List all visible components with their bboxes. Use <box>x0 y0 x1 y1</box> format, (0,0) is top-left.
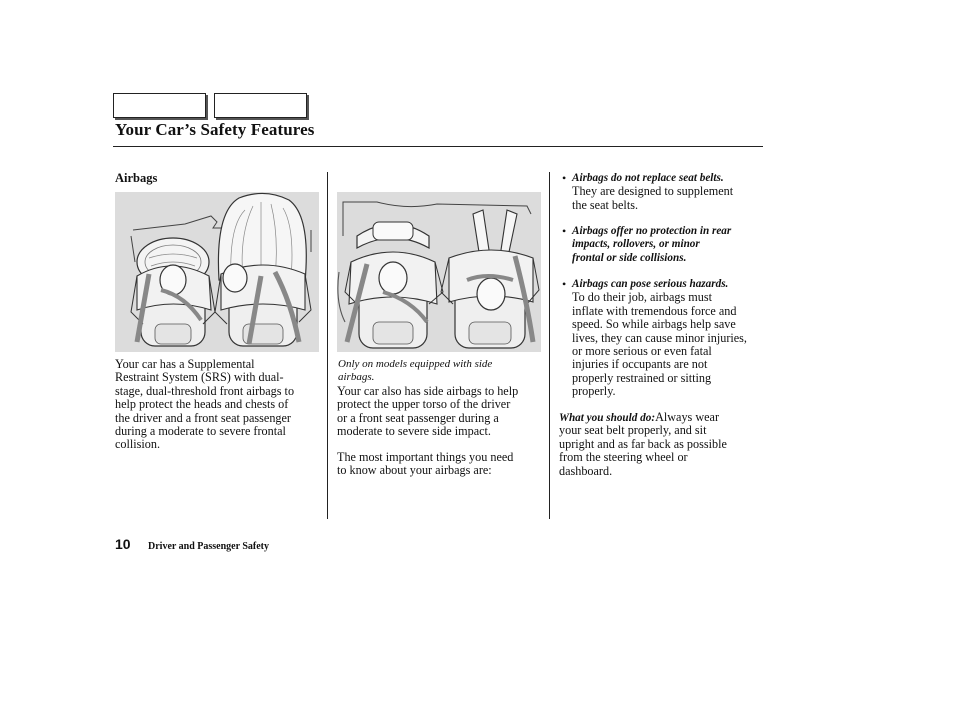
bullet-dot-icon: • <box>562 171 567 185</box>
title-rule <box>113 146 763 147</box>
paragraph-line: collision. <box>115 437 161 452</box>
paragraph-line: Your car also has side airbags to help <box>337 384 519 398</box>
bullet-text-line: speed. So while airbags help save <box>572 317 736 332</box>
side-airbags-illustration <box>337 192 541 352</box>
bullet-heading: Airbags do not replace seat belts. <box>572 172 724 184</box>
paragraph-line: to know about your airbags are: <box>337 463 492 478</box>
header-tab-box-2 <box>214 93 307 118</box>
paragraph-line: the driver and a front seat passenger <box>115 410 291 425</box>
bullet-text-line: They are designed to supplement <box>572 184 734 199</box>
advice-label: What you should do: <box>559 412 656 424</box>
advice-text-line: Always wear <box>655 410 720 424</box>
caption-line: airbags. <box>338 371 375 383</box>
important-things-paragraph <box>337 451 513 478</box>
bullet-heading: impacts, rollovers, or minor <box>572 238 700 251</box>
bullet-text-line: inflate with tremendous force and <box>572 303 737 318</box>
advice-paragraph <box>559 411 727 478</box>
bullet-text-line: or more serious or even fatal <box>572 343 712 358</box>
advice-text-line: your seat belt properly, and sit <box>559 423 707 438</box>
paragraph-line: stage, dual-threshold front airbags to <box>115 383 295 398</box>
page-title: Your Car’s Safety Features <box>115 120 315 139</box>
bullet-text-line: properly. <box>572 384 616 399</box>
bullet-dot-icon: • <box>562 224 567 238</box>
paragraph-line: during a moderate to severe frontal <box>115 423 286 438</box>
bullet-heading: Airbags can pose serious hazards. <box>572 278 729 290</box>
bullet-text-line: properly restrained or sitting <box>572 370 712 385</box>
figure-caption <box>338 358 492 384</box>
section-heading: Airbags <box>115 171 158 185</box>
column-divider-2 <box>549 172 550 519</box>
paragraph-line: Restraint System (SRS) with dual- <box>115 370 284 385</box>
header-tab-box-1 <box>113 93 206 118</box>
paragraph-line: protect the upper torso of the driver <box>337 397 511 412</box>
caption-line: Only on models equipped with side <box>338 358 493 370</box>
advice-text-line: dashboard. <box>559 463 613 478</box>
paragraph-line: or a front seat passenger during a <box>337 410 499 425</box>
side-airbags-paragraph <box>337 385 518 439</box>
bullet-text-line: To do their job, airbags must <box>572 290 712 305</box>
paragraph-line: The most important things you need <box>337 450 514 464</box>
bullet-text-line: lives, they can cause minor injuries, <box>572 330 747 345</box>
page-number: 10 <box>115 536 131 552</box>
advice-text-line: from the steering wheel or <box>559 450 688 465</box>
bullet-heading: Airbags offer no protection in rear <box>572 225 732 237</box>
bullet-text-line: injuries if occupants are not <box>572 357 708 372</box>
front-airbags-illustration <box>115 192 319 352</box>
column-divider-1 <box>327 172 328 519</box>
advice-text-line: upright and as far back as possible <box>559 436 727 451</box>
bullet-text-line: the seat belts. <box>572 197 638 212</box>
paragraph-line: Your car has a Supplemental <box>115 357 255 371</box>
bullet-dot-icon: • <box>562 277 567 291</box>
footer-section-title: Driver and Passenger Safety <box>148 541 270 552</box>
paragraph-line: help protect the heads and chests of <box>115 397 289 412</box>
front-airbags-paragraph <box>115 358 294 452</box>
bullet-heading: frontal or side collisions. <box>572 251 687 264</box>
paragraph-line: moderate to severe side impact. <box>337 424 491 439</box>
